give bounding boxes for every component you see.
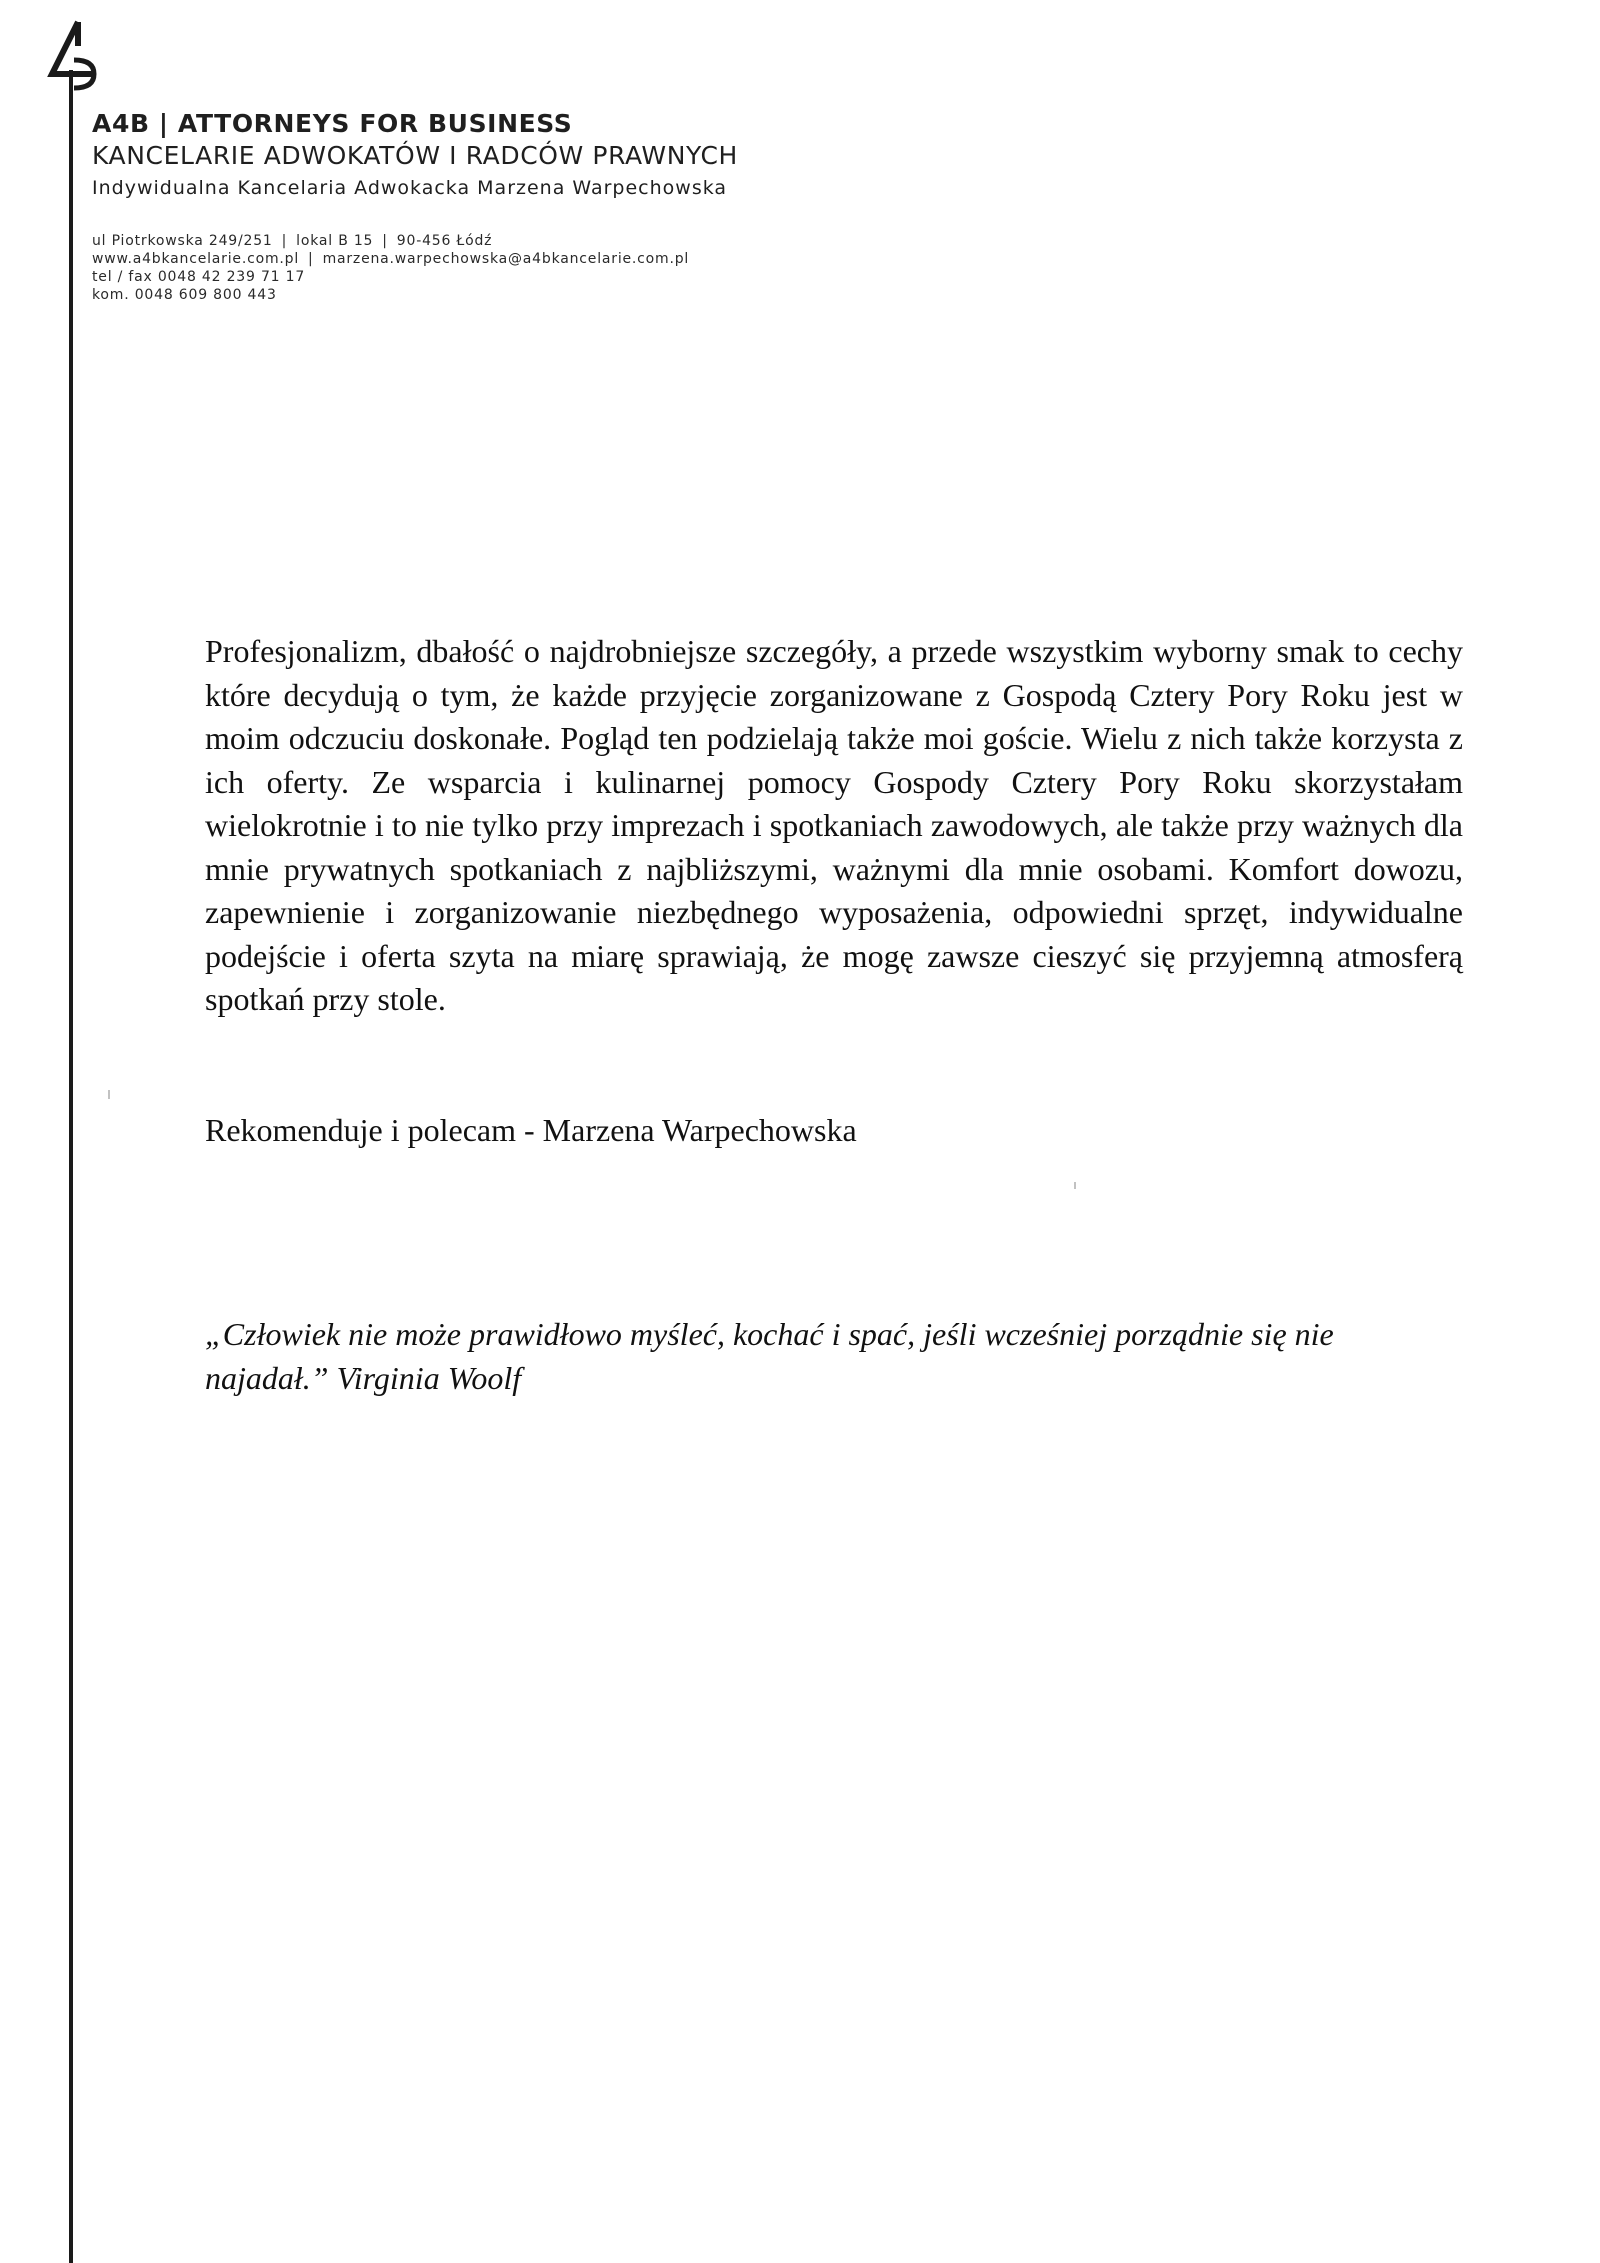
separator: |: [382, 233, 388, 249]
contact-block: [92, 232, 992, 304]
a4b-logo-icon: [44, 16, 104, 100]
address-street: ul Piotrkowska 249/251: [92, 233, 273, 249]
quote-block: [205, 1312, 1463, 1400]
office-name: Indywidualna Kancelaria Adwokacka Marzena Warpechowska: [92, 177, 728, 199]
letterhead: [92, 108, 992, 304]
svg-text:4: 4: [44, 16, 45, 17]
separator: |: [308, 251, 314, 267]
mobile-line: kom. 0048 609 800 443: [92, 287, 277, 303]
firm-name: A4B | ATTORNEYS FOR BUSINESS: [92, 109, 573, 138]
firm-subtitle: KANCELARIE ADWOKATÓW I RADCÓW PRAWNYCH: [92, 141, 738, 170]
scan-speck: [1074, 1182, 1076, 1189]
vertical-rule: [69, 70, 73, 2263]
separator: |: [281, 233, 288, 249]
letter-body: Profesjonalizm, dbałość o najdrobniejsze szczegóły, a przede wszystkim wyborny smak to cechy które decydują o tym, że każde przyjęcie zorganizowane z Gospodą Cztery Pory Roku jest w moim odczuciu doskonałe. Pogląd ten podzielają także moi goście. Wielu z nich także korzysta z ich oferty. Ze wsparcia i kulinarnej pomocy Gospody Cztery Pory Roku skorzystałam wielokrotnie i to nie tylko przy imprezach i spotkaniach zawodowych, ale także przy ważnych dla mnie prywatnych spotkaniach z najbliższymi, ważnymi dla mnie osobami. Komfort dowozu, zapewnienie i zorganizowanie niezbędnego wyposażenia, odpowiedni sprzęt, indywidualne podejście i oferta szyta na miarę sprawiają, że mogę zawsze cieszyć się przyjemną atmosferą spotkań przy stole.: [205, 633, 1463, 1017]
address-unit: lokal B 15: [296, 233, 374, 249]
address-city: 90-456 Łódź: [396, 233, 493, 249]
scan-speck: [108, 1090, 110, 1099]
quote-author: Virginia Woolf: [336, 1360, 522, 1396]
address-line: [92, 232, 992, 250]
phone-line: tel / fax 0048 42 239 71 17: [92, 269, 306, 285]
web-line: [92, 250, 992, 268]
email-link: marzena.warpechowska@a4bkancelarie.com.pl: [322, 251, 690, 267]
signature-line: Rekomenduje i polecam - Marzena Warpechowska: [205, 1112, 857, 1148]
website-link: www.a4bkancelarie.com.pl: [92, 251, 300, 267]
quote-text: „Człowiek nie może prawidłowo myśleć, kochać i spać, jeśli wcześniej porządnie się nie najadał.”: [205, 1316, 1342, 1396]
